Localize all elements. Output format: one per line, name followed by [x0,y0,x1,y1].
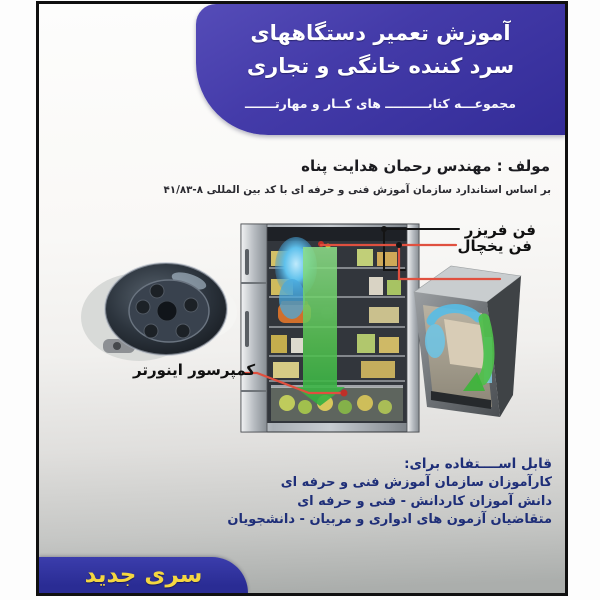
title-banner [196,4,565,135]
series-badge [39,557,248,593]
series-collection-line: مجموعـــه کتابــــــــــ های کــار و مهارتـــــــ [245,96,516,111]
book-title-line1: آموزش تعمیر دستگاههای [250,21,511,45]
audience-item: متقاضیان آزمون های ادواری و مربیان - دانشجویان [227,512,552,527]
book-title-line2: سرد کننده خانگی و تجاری [246,54,515,78]
standard-code-line: بر اساس استاندارد سازمان آموزش فنی و حرفه ای با کد بین المللی ۸-۴۱/۸۳ [163,184,551,196]
compressor-label: کمپرسور اینورتر [133,361,256,379]
book-cover [36,1,568,596]
fridge-fan-label: فن یخچال [457,237,532,255]
audience-item: دانش آموزان کاردانش - فنی و حرفه ای [297,493,552,509]
freezer-compartment-illustration [414,266,521,417]
audience-block [227,455,552,530]
author-line: مولف : مهندس رحمان هدایت پناه [301,157,550,175]
refrigerator-illustration [241,224,419,432]
compressor-illustration [81,263,237,361]
freezer-fan-label: فن فریزر [464,221,536,239]
audience-item: کارآموزان سازمان آموزش فنی و حرفه ای [280,475,552,490]
refrigeration-diagram [39,219,566,467]
series-badge-label: سری جدید [84,562,203,588]
audience-heading: قابل اســــتفاده برای: [404,456,552,472]
